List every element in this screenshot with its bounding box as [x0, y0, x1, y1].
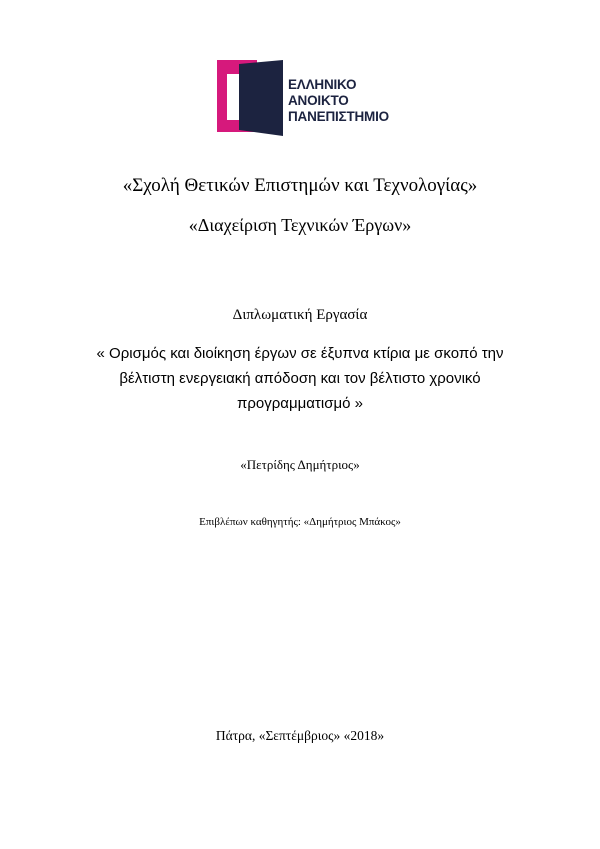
university-name-line-2: ΑΝΟΙΚΤΟ: [288, 93, 349, 108]
university-logo-mark-icon: [217, 60, 283, 136]
university-name: [288, 77, 389, 125]
department-name: «Διαχείριση Τεχνικών Έργων»: [188, 215, 412, 235]
thesis-type: Διπλωματική Εργασία: [232, 307, 368, 323]
place-and-date: Πάτρα, «Σεπτέμβριος» «2018»: [215, 728, 385, 743]
supervisor-line: Επιβλέπων καθηγητής: «Δημήτριος Μπάκος»: [199, 516, 401, 528]
thesis-title-line-1: « Ορισμός και διοίκηση έργων σε έξυπνα κτίρια με σκοπό την: [96, 345, 504, 362]
university-name-line-1: ΕΛΛΗΝΙΚΟ: [288, 77, 357, 92]
school-name: «Σχολή Θετικών Επιστημών και Τεχνολογίας»: [122, 175, 478, 196]
university-logo: [217, 60, 407, 136]
thesis-title-line-3: προγραμματισμό »: [237, 395, 363, 412]
university-name-line-3: ΠΑΝΕΠΙΣΤΗΜΙΟ: [288, 109, 389, 124]
author-name: «Πετρίδης Δημήτριος»: [240, 457, 360, 472]
thesis-title: [60, 341, 540, 416]
thesis-title-line-2: βέλτιστη ενεργειακή απόδοση και τον βέλτιστο χρονικό: [119, 370, 481, 387]
